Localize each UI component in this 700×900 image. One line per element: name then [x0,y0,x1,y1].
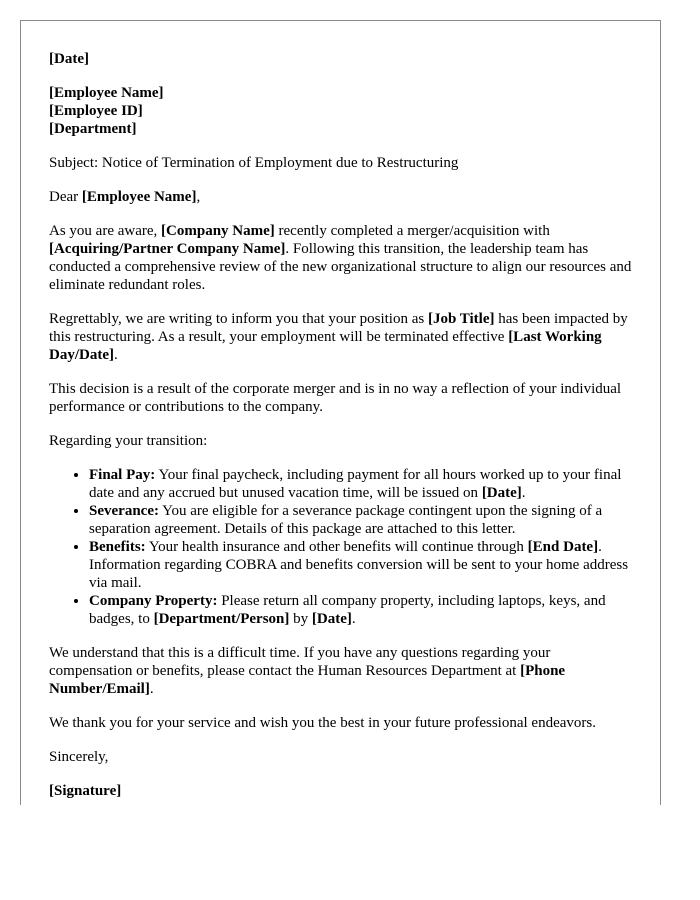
recipient-block [49,84,632,138]
job-title-placeholder: [Job Title] [427,311,495,327]
contact-text: We understand that this is a difficult time. If you have any questions regarding your compensation or benefits, please contact the Human Resources Department at [49,645,551,679]
severance-label: Severance: [89,503,159,519]
list-item-severance [89,502,632,538]
benefits-end-date: [End Date] [527,539,599,555]
list-item-company-property [89,592,632,628]
signature [49,782,632,800]
merger-text-2: recently completed a merger/acquisition with [274,223,550,239]
benefits-label: Benefits: [89,539,146,555]
salutation-suffix: , [196,189,201,205]
recipient-department [49,120,632,138]
recipient-name-text: [Employee Name] [49,85,164,101]
date-placeholder: [Date] [49,51,89,67]
property-text-2: by [289,611,312,627]
salutation-prefix: Dear [49,189,82,205]
merger-text-1: As you are aware, [49,223,162,239]
property-department-person: [Department/Person] [153,611,290,627]
merger-paragraph [49,222,632,294]
recipient-department-text: [Department] [49,121,137,137]
decision-paragraph: This decision is a result of the corporate merger and is in no way a reflection of your individual performance or contributions to the company. [49,381,622,415]
subject-line: Subject: Notice of Termination of Employment due to Restructuring [49,155,459,171]
termination-text-3: . [113,347,118,363]
signature-placeholder: [Signature] [49,783,122,799]
company-name-placeholder: [Company Name] [161,223,275,239]
last-day-placeholder: [Last Working Day/Date] [49,329,602,363]
recipient-name [49,84,632,102]
letter-date [49,50,632,68]
benefits-text-2: . Information regarding COBRA and benefits conversion will be sent to your home address via mail. [89,539,629,591]
property-text-3: . [351,611,356,627]
recipient-id [49,102,632,120]
termination-text-2: has been impacted by this restructuring. As a result, your employment will be terminated effective [49,311,628,345]
transition-intro: Regarding your transition: [49,433,208,449]
final-pay-label: Final Pay: [89,467,156,483]
final-pay-end: . [521,485,526,501]
benefits-text-1: Your health insurance and other benefits will continue through [145,539,528,555]
partner-company-placeholder: [Acquiring/Partner Company Name] [49,241,286,257]
property-text-1: Please return all company property, including laptops, keys, and badges, to [89,593,606,627]
list-item-benefits [89,538,632,592]
contact-end: . [149,681,154,697]
salutation [49,188,632,206]
closing: Sincerely, [49,749,109,765]
contact-paragraph [49,644,632,698]
list-item-final-pay [89,466,632,502]
property-label: Company Property: [89,593,218,609]
final-pay-text: Your final paycheck, including payment for all hours worked up to your final date and any accrued but unused vacation time, will be issued on [89,467,622,501]
transition-list [49,466,632,628]
recipient-id-text: [Employee ID] [49,103,143,119]
final-pay-date: [Date] [481,485,522,501]
property-date: [Date] [311,611,352,627]
termination-text-1: Regrettably, we are writing to inform you that your position as [49,311,428,327]
merger-text-3: . Following this transition, the leadership team has conducted a comprehensive review of the new organizational structure to align our resources and eliminate redundant roles. [49,241,632,293]
termination-paragraph [49,310,632,364]
thanks-paragraph: We thank you for your service and wish you the best in your future professional endeavors. [49,715,596,731]
letter-page [20,20,661,805]
severance-text: You are eligible for a severance package contingent upon the signing of a separation agreement. Details of this package are attached to this letter. [89,503,603,537]
salutation-name: [Employee Name] [81,189,197,205]
contact-placeholder: [Phone Number/Email] [49,663,566,697]
